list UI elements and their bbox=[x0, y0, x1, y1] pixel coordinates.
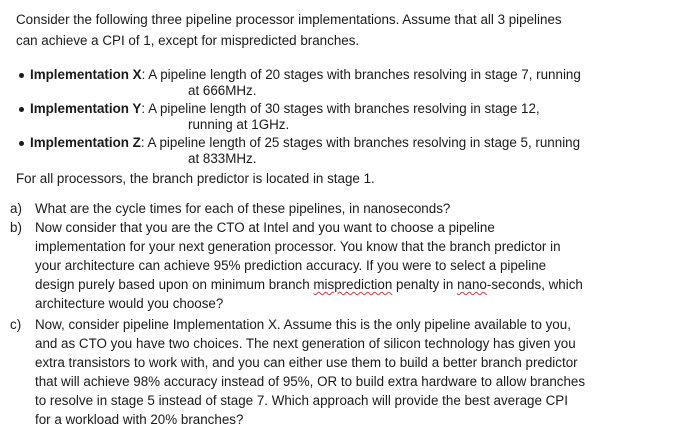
bullet-icon bbox=[19, 141, 24, 146]
implementation-x-desc-cont: at 666MHz. bbox=[188, 83, 257, 98]
bullet-icon bbox=[19, 107, 24, 112]
question-b-label: b) bbox=[10, 220, 22, 235]
question-b-line-5: architecture would you choose? bbox=[35, 296, 224, 311]
question-b-line-4 bbox=[35, 276, 583, 294]
implementation-x-name: Implementation X bbox=[30, 67, 142, 82]
question-c-line-3: extra transistors to work with, and you can either use them to build a better branch predictor bbox=[35, 355, 578, 370]
question-b-line-3: your architecture can achieve 95% prediction accuracy. If you were to select a pipeline bbox=[35, 258, 547, 273]
implementation-y-desc-cont: running at 1GHz. bbox=[188, 117, 290, 132]
implementation-x-desc: : A pipeline length of 20 stages with branches resolving in stage 7, running bbox=[141, 67, 581, 82]
spellcheck-word: misprediction bbox=[313, 277, 393, 292]
question-c-line-1: Now, consider pipeline Implementation X. Assume this is the only pipeline available to you, bbox=[35, 317, 571, 332]
question-c-line-6: for a workload with 20% branches? bbox=[35, 412, 244, 427]
intro-line-2: can achieve a CPI of 1, except for mispredicted branches. bbox=[16, 33, 360, 48]
question-a-text: What are the cycle times for each of these pipelines, in nanoseconds? bbox=[35, 201, 451, 216]
implementation-z bbox=[30, 134, 580, 152]
question-b-line-1: Now consider that you are the CTO at Intel and you want to choose a pipeline bbox=[35, 220, 495, 235]
intro-line-1: Consider the following three pipeline processor implementations. Assume that all 3 pipelines bbox=[16, 12, 562, 27]
implementation-y-desc: : A pipeline length of 30 stages with branches resolving in stage 12, bbox=[141, 101, 540, 116]
question-a-label: a) bbox=[10, 201, 22, 216]
implementation-z-desc-cont: at 833MHz. bbox=[188, 151, 257, 166]
question-c-label: c) bbox=[10, 317, 22, 332]
implementation-z-desc: : A pipeline length of 25 stages with branches resolving in stage 5, running bbox=[140, 135, 581, 150]
question-b-line-4-part: -seconds, which bbox=[486, 277, 583, 292]
predictor-note: For all processors, the branch predictor is located in stage 1. bbox=[16, 171, 375, 186]
question-b-line-2: implementation for your next generation processor. You know that the branch predictor in bbox=[35, 239, 561, 254]
question-c-line-2: and as CTO you have two choices. The next generation of silicon technology has given you bbox=[35, 336, 576, 351]
question-b-line-4-part: penalty in bbox=[392, 277, 458, 292]
bullet-icon bbox=[19, 73, 24, 78]
implementation-z-name: Implementation Z bbox=[30, 135, 141, 150]
question-b-line-4-part: design purely based upon on minimum branch bbox=[35, 277, 314, 292]
spellcheck-word: nano bbox=[457, 277, 487, 292]
implementation-y-name: Implementation Y bbox=[30, 101, 142, 116]
question-c-line-5: to resolve in stage 5 instead of stage 7. Which approach will provide the best average CPI bbox=[35, 393, 568, 408]
question-c-line-4: that will achieve 98% accuracy instead of 95%, OR to build extra hardware to allow branches bbox=[35, 374, 586, 389]
implementation-x bbox=[30, 66, 581, 84]
